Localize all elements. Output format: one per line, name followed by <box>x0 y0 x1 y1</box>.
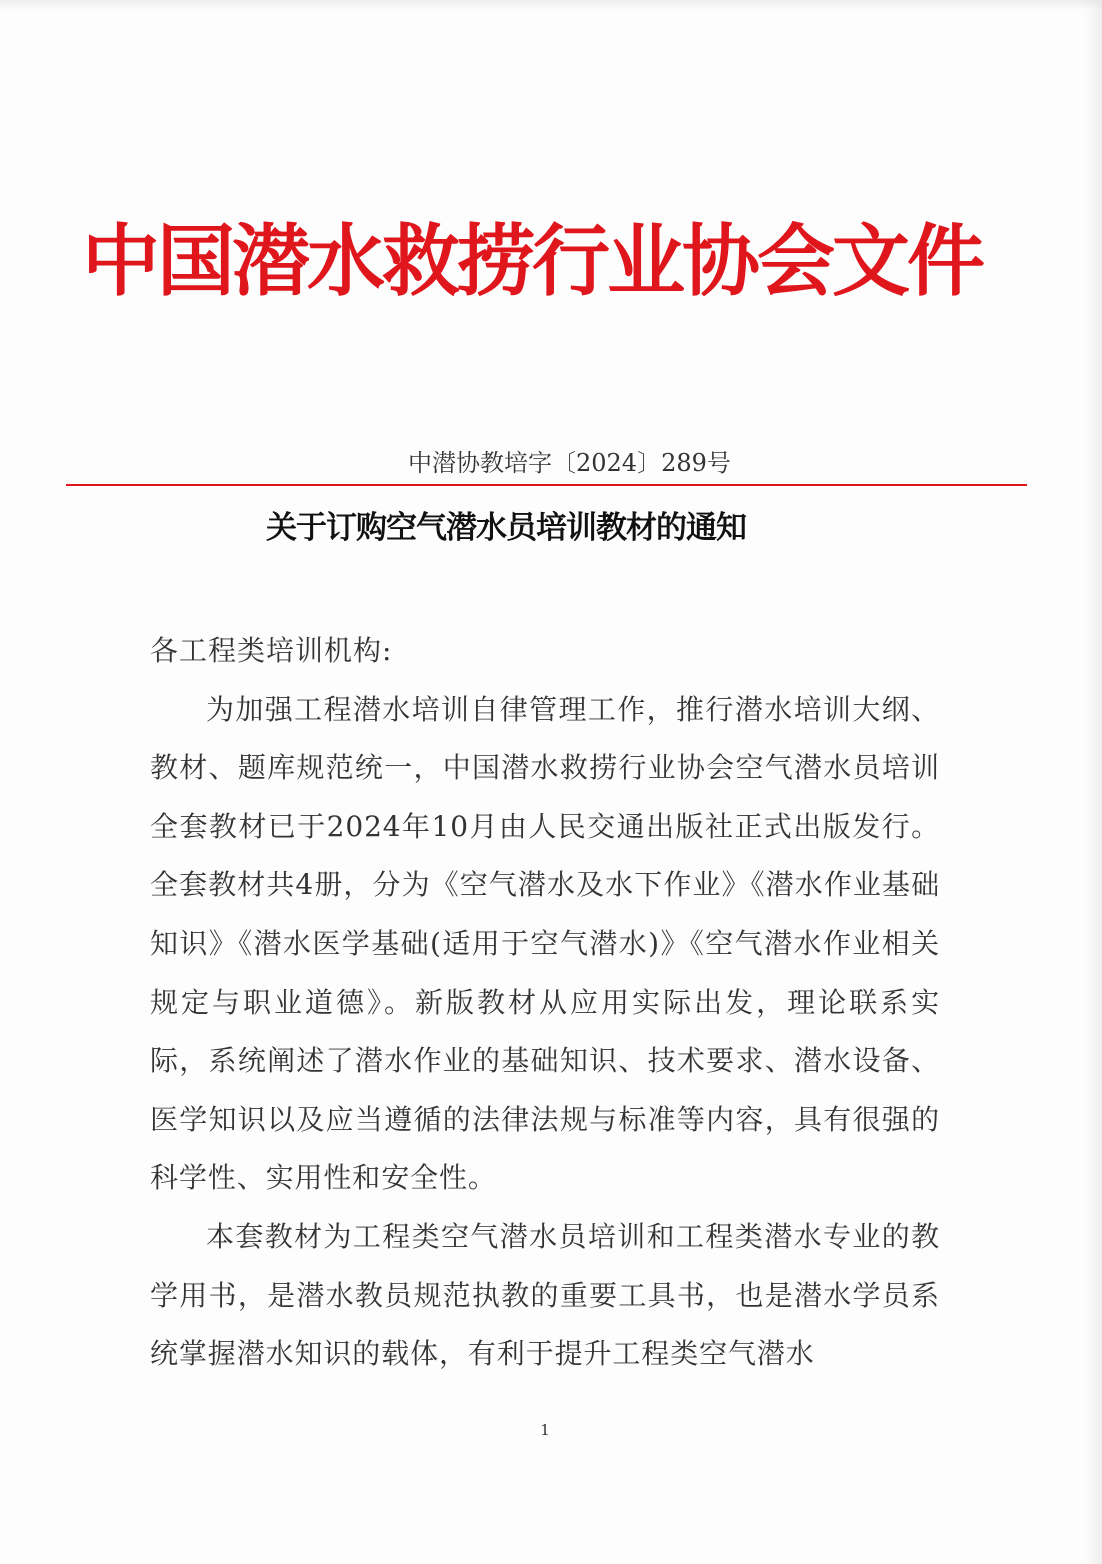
body-paragraph-2: 本套教材为工程类空气潜水员培训和工程类潜水专业的教学用书，是潜水教员规范执教的重要工具书，也是潜水学员系统掌握潜水知识的载体，有利于提升工程类空气潜水 <box>150 1219 940 1371</box>
scan-shadow-right <box>1084 0 1102 1564</box>
notice-title: 关于订购空气潜水员培训教材的通知 <box>266 510 746 546</box>
document-number: 中潜协教培字〔2024〕289号 <box>408 449 731 477</box>
salutation: 各工程类培训机构: <box>150 634 393 667</box>
notice-body <box>150 622 940 1384</box>
red-header-title: 中国潜水救捞行业协会文件 <box>82 216 983 307</box>
scan-shadow-top <box>0 0 1102 10</box>
body-paragraph-1: 为加强工程潜水培训自律管理工作，推行潜水培训大纲、教材、题库规范统一，中国潜水救捞行业协会空气潜水员培训全套教材已于2024年10月由人民交通出版社正式出版发行。全套教材共4册，分为《空气潜水及水下作业》《潜水作业基础知识》《潜水医学基础(适用于空气潜水)》《空气潜水作业相关规定与职业道德》。新版教材从应用实际出发，理论联系实际，系统阐述了潜水作业的基础知识、技术要求、潜水设备、医学知识以及应当遵循的法律法规与标准等内容，具有很强的科学性、实用性和安全性。 <box>150 692 940 1195</box>
red-separator-line <box>66 484 1027 486</box>
page-number: 1 <box>540 1421 550 1439</box>
